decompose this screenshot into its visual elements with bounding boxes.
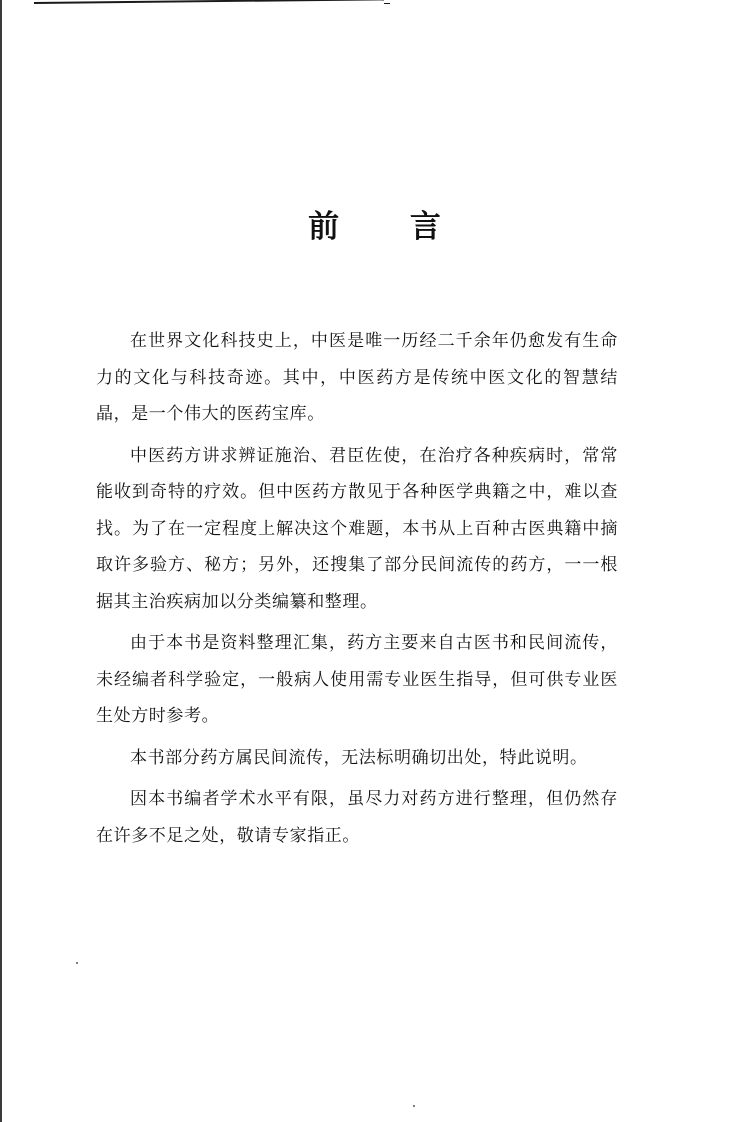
scan-speck	[413, 1105, 415, 1107]
paragraph-1: 在世界文化科技史上，中医是唯一历经二千余年仍愈发有生命力的文化与科技奇迹。其中，中医药方是传统中医文化的智慧结晶，是一个伟大的医药宝库。	[96, 331, 618, 424]
paragraph-5: 因本书编者学术水平有限，虽尽力对药方进行整理，但仍然存在许多不足之处，敬请专家指正。	[96, 789, 618, 846]
paragraph-3: 由于本书是资料整理汇集，药方主要来自古医书和民间流传，未经编者科学验定，一般病人使用需专业医生指导，但可供专业医生处方时参考。	[96, 633, 618, 726]
top-rule	[34, 0, 384, 4]
top-rule-tail	[384, 3, 390, 4]
page-title: 前 言	[308, 209, 471, 245]
scan-speck	[76, 962, 78, 964]
paragraph-4: 本书部分药方属民间流传，无法标明确切出处，特此说明。	[130, 747, 588, 768]
preface-body	[96, 323, 618, 859]
paragraph-2: 中医药方讲求辨证施治、君臣佐使，在治疗各种疾病时，常常能收到奇特的疗效。但中医药方散见于各种医学典籍之中，难以查找。为了在一定程度上解决这个难题，本书从上百种古医典籍中摘取许多验方、秘方；另外，还搜集了部分民间流传的药方，一一根据其主治疾病加以分类编纂和整理。	[96, 445, 618, 612]
